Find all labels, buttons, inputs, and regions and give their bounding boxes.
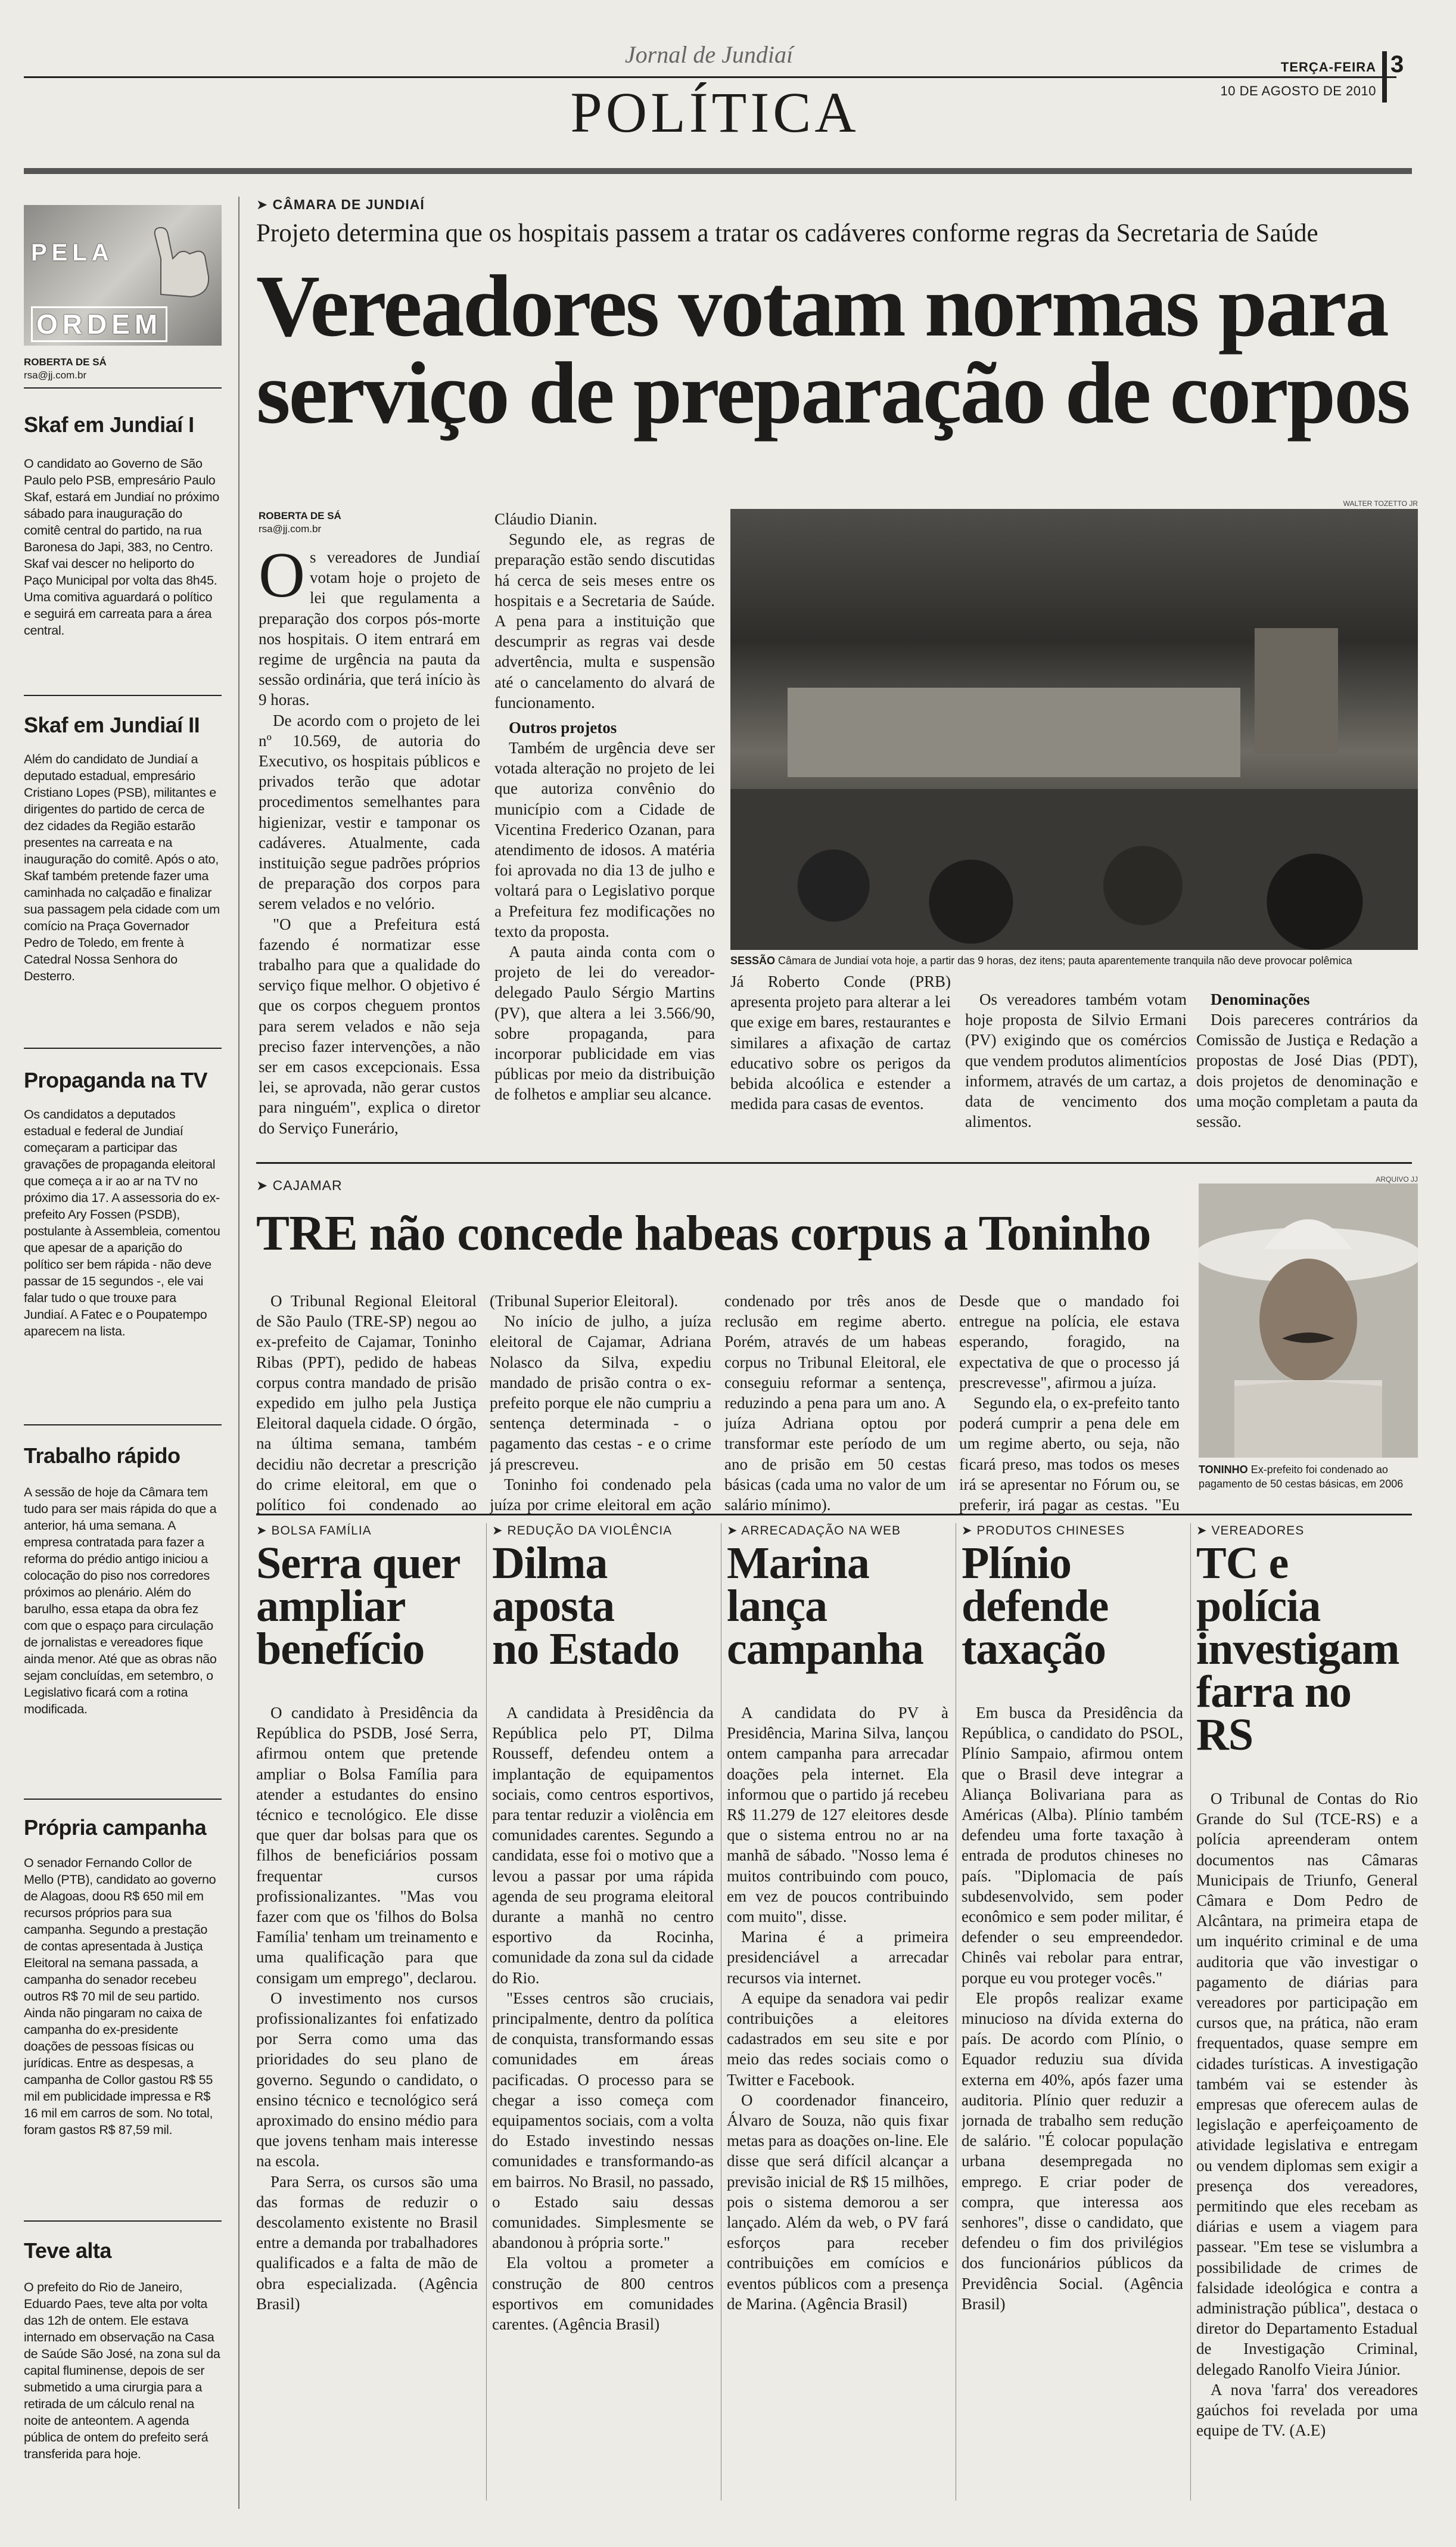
- caption-label: TONINHO: [1199, 1464, 1248, 1476]
- kicker-arrow-icon: ➤: [256, 1524, 272, 1537]
- note-title: Trabalho rápido: [24, 1443, 181, 1468]
- brief-kicker: [727, 1523, 948, 1538]
- kicker-arrow-icon: ➤: [727, 1524, 742, 1537]
- headline-line: Serra quer: [256, 1538, 461, 1588]
- second-paragraph: Desde que o mandado foi entregue na polícia, ele estava esperando, foragido, na expectativa de que o processo já prescrevesse", afirmou a juíza.: [959, 1292, 1180, 1391]
- second-headline: TRE não concede habeas corpus a Toninho: [256, 1206, 1151, 1261]
- note-title: Teve alta: [24, 2238, 111, 2263]
- second-col-2: [490, 1291, 711, 1517]
- brief-headline: [492, 1538, 714, 1674]
- headline-line: aposta: [492, 1581, 615, 1631]
- second-col-4: [959, 1291, 1180, 1517]
- second-story: [256, 1174, 1418, 1514]
- pointing-hand-icon: [137, 217, 214, 300]
- lead-col-4: [965, 989, 1187, 1150]
- column-separator: [238, 197, 239, 2509]
- second-paragraph: No início de julho, a juíza eleitoral de Cajamar, Adriana Nolasco da Silva, expediu mandado de prisão contra o ex-prefeito porque ele não cumpriu a sentença determinada - o pagamento das cestas - e o crime já prescreveu.: [490, 1312, 711, 1473]
- note-title: Skaf em Jundiaí II: [24, 713, 200, 737]
- headline-line: benefício: [256, 1624, 425, 1674]
- photo-crowd: [730, 789, 1418, 950]
- brief-paragraph: A nova 'farra' dos vereadores gaúchos foi revelada por uma equipe de TV. (A.E): [1196, 2380, 1418, 2440]
- brief-paragraph: Ele propôs realizar exame minucioso na dívida externa do país. De acordo com Plínio, o Equador reduziu sua dívida externa em 40%, após fazer uma auditoria. Plínio quer reduzir a jornada de trabalho sem redução de salário. "É colocar população urbana desempregada no emprego. E criar poder de compra, que interessa aos senhores", disse o candidato, que defendeu o fim dos privilégios dos funcionários públicos da Previdência Social. (Agência Brasil): [962, 1989, 1183, 2313]
- lead-photo-credit: WALTER TOZETTO JR: [1343, 499, 1418, 508]
- brief-body: [256, 1703, 478, 2406]
- second-paragraph: Segundo ela, o ex-prefeito tanto poderá cumprir a pena dele em um regime aberto, ou seja, não ficará preso, mas todos os meses irá se apresentar no Fórum ou, se preferir, irá pagar as cestas. "Eu: [959, 1394, 1180, 1514]
- note-title: Skaf em Jundiaí I: [24, 412, 194, 437]
- lead-kicker: [256, 197, 425, 213]
- kicker-text: BOLSA FAMÍLIA: [271, 1524, 372, 1537]
- second-paragraph: (Tribunal Superior Eleitoral).: [490, 1292, 679, 1310]
- lead-paragraph: Dois pareceres contrários da Comissão de Justiça e Redação a propostas de José Dias (PDT), dois projetos de denominação e uma moção completam a pauta da sessão.: [1196, 1011, 1418, 1131]
- headline-line: no Estado: [492, 1624, 680, 1674]
- lead-paragraph: Também de urgência deve ser votada alteração no projeto de lei que autoriza convênio do município com a Cidade de Vicentina Frederico Ozanan, para atendimento de idosos. A matéria foi aprovada no dia 13 de julho e voltará para o Legislativo porque a Prefeitura fez modificações no texto da proposta.: [494, 739, 715, 940]
- lead-col-1: [259, 547, 480, 1143]
- note-text: O prefeito do Rio de Janeiro, Eduardo Paes, teve alta por volta das 12h de ontem. Ele estava internado em observação na Casa de Saúde São José, na zona sul da capital fluminense, depois de ser submetido a uma cirurgia para a retirada de um cálculo renal na noite de anteontem. A agenda pública de ontem do prefeito será transferida para hoje.: [24, 2280, 220, 2461]
- masthead: [0, 0, 1456, 167]
- kicker-arrow-icon: ➤: [962, 1524, 977, 1537]
- kicker-arrow-icon: ➤: [256, 1178, 273, 1193]
- brief-paragraph: A candidata do PV à Presidência, Marina Silva, lançou ontem campanha para arrecadar doações pela internet. Ela informou que o partido já recebeu R$ 11.279 de 127 eleitores desde que o sistema entrou no ar na manhã de sábado. "Nosso lema é muitos contribuindo com pouco, em vez de poucos contribuindo com muito", disse.: [727, 1704, 948, 1926]
- lead-author: ROBERTA DE SÁ: [259, 510, 341, 521]
- kicker-arrow-icon: ➤: [492, 1524, 508, 1537]
- second-paragraph: condenado por três anos de reclusão em regime aberto. Porém, através de um habeas corpus no Tribunal Eleitoral, ele conseguiu reformar a sentença, reduzindo a pena para um ano. A juíza Adriana optou por transformar este período de um ano de prisão em 50 cestas básicas (cada uma no valor de um salário mínimo).: [724, 1292, 946, 1514]
- badge-top: PELA: [31, 240, 114, 266]
- column-pela-ordem: [24, 203, 222, 2527]
- brief-paragraph: Para Serra, os cursos são uma das formas de reduzir o descolamento existente no Brasil entre a demanda por trabalhadores qualificados e a falta de mão de obra especializada. (Agência Brasil): [256, 2172, 478, 2313]
- photo-plenary-table: [788, 688, 1240, 777]
- lead-col-3: [730, 971, 951, 1150]
- brief-paragraph: O candidato à Presidência da República do PSDB, José Serra, afirmou ontem que pretende ampliar o Bolsa Família para atender a estudantes do ensino técnico e tecnológico. Ele disse que quer dar bolsas para que os filhos de beneficiários possam frequentar cursos profissionalizantes. "Mas vou fazer com que os 'filhos do Bolsa Família' tenham um treinamento e uma qualificação para que consigam um emprego", declarou.: [256, 1704, 478, 1987]
- lead-headline-1: Vereadores votam normas para: [256, 257, 1387, 355]
- lead-paragraph: s vereadores de Jundiaí votam hoje o projeto de lei que regulamenta a preparação dos corpos pós-morte nos hospitais. O item entrará em regime de urgência na pauta da sessão ordinária, que terá início às 9 horas.: [259, 548, 480, 709]
- brief-paragraph: Marina é a primeira presidenciável a arrecadar recursos via internet.: [727, 1928, 948, 1987]
- brief: [1196, 1523, 1418, 2512]
- lead-photo: [730, 509, 1418, 950]
- brief-paragraph: O coordenador financeiro, Álvaro de Souza, não quis fixar metas para as doações on-line. Ele disse que será difícil alcançar a previsão inicial de R$ 15 milhões, pois o sistema demorou a ser lançado. Além da web, o PV fará esforços para receber contribuições em comícios e eventos públicos com a presença de Marina. (Agência Brasil): [727, 2091, 948, 2313]
- brief-kicker: [962, 1523, 1183, 1538]
- note-divider: [24, 695, 222, 696]
- kicker-text: CÂMARA DE JUNDIAÍ: [272, 197, 425, 212]
- lead-col-5: [1196, 989, 1418, 1150]
- lead-deck: Projeto determina que os hospitais passem a tratar os cadáveres conforme regras da Secretaria de Saúde: [256, 219, 1318, 247]
- photo-podium: [1255, 628, 1338, 753]
- note-text: Os candidatos a deputados estadual e federal de Jundiaí começaram a participar das gravações de propaganda eleitoral que começa a ir ao ar na TV no próximo dia 17. A assessoria do ex-prefeito Ary Fossen (PSDB), postulante à Assembleia, comentou que apesar de a aparição do político ser bem rápida - não deve passar de 15 segundos -, ele vai falar tudo o que trouxe para Jundiaí. A Fatec e o Poupatempo aparecem na lista.: [24, 1107, 220, 1338]
- lead-paragraph: De acordo com o projeto de lei nº 10.569, de autoria do Executivo, os hospitais públicos e privados terão que adotar procedimentos semelhantes para higienizar, vestir e tamponar os cadáveres. Atualmente, cada instituição segue padrões próprios de preparação dos corpos para serem velados e no velório.: [259, 711, 480, 913]
- headline-line: Dilma: [492, 1538, 608, 1588]
- headline-line: ampliar: [256, 1581, 406, 1631]
- brief-kicker: [1196, 1523, 1418, 1538]
- second-kicker: [256, 1178, 343, 1194]
- badge-bottom: ORDEM: [31, 306, 167, 342]
- section-rule: [256, 1162, 1412, 1164]
- headline-line: farra no RS: [1196, 1667, 1352, 1760]
- note-title: Própria campanha: [24, 1815, 207, 1840]
- weekday: TERÇA-FEIRA: [1280, 60, 1376, 74]
- headline-line: Plínio: [962, 1538, 1072, 1588]
- headline-line: lança: [727, 1581, 827, 1631]
- lead-paragraph: A pauta ainda conta com o projeto de lei do vereador-delegado Paulo Sérgio Martins (PV), que altera a lei 3.566/90, sobre propaganda, para incorporar publicidade em vias públicas por meio da distribuição de folhetos e ampliar seu alcance.: [494, 943, 715, 1104]
- lead-headline-2: serviço de preparação de corpos: [256, 344, 1409, 442]
- brief-paragraph: A equipe da senadora vai pedir contribuições a eleitores cadastrados em seu site e por meio das redes sociais como o Twitter e Facebook.: [727, 1989, 948, 2089]
- brief-separator: [1190, 1523, 1191, 2501]
- second-paragraph: Toninho foi condenado pela juíza por crime eleitoral em ação: [490, 1475, 711, 1514]
- second-col-3: [724, 1291, 946, 1517]
- headline-line: campanha: [727, 1624, 923, 1674]
- lead-subhead: Denominações: [1211, 990, 1310, 1008]
- lead-paragraph: Já Roberto Conde (PRB) apresenta projeto para alterar a lei que exige em bares, restaurantes e similares a afixação de cartaz educativo sobre os perigos da bebida alcoólica e estender a medida para casas de eventos.: [730, 973, 951, 1113]
- brief-paragraph: "Esses centros são cruciais, principalmente, dentro da política de conquista, transformando essas comunidades em áreas pacificadas. O processo para se chegar a isso começa com equipamentos sociais, com a volta do Estado investindo nessas comunidades e transformando-as em bairros. No Brasil, no passado, o Estado saiu dessas comunidades. Simplesmente se abandonou à própria sorte.": [492, 1989, 714, 2252]
- date: 10 DE AGOSTO DE 2010: [1220, 83, 1376, 98]
- briefs-row: [256, 1523, 1418, 2512]
- lead-col-2: [494, 509, 715, 1129]
- lead-paragraph: Cláudio Dianin.: [494, 510, 598, 528]
- headline-line: taxação: [962, 1624, 1106, 1674]
- kicker-arrow-icon: ➤: [1196, 1524, 1212, 1537]
- section-rule: [256, 1514, 1412, 1515]
- brief: [492, 1523, 714, 2512]
- brief-headline: [962, 1538, 1183, 1674]
- brief-headline: [1196, 1538, 1418, 1760]
- lead-caption: [730, 953, 1418, 968]
- column-author: ROBERTA DE SÁ: [24, 356, 107, 368]
- brief-paragraph: O Tribunal de Contas do Rio Grande do Sul (TCE-RS) e a polícia apreenderam ontem documentos nas Câmaras Municipais de Triunfo, General Câmara e Dom Pedro de Alcântara, na primeira etapa de um inquérito criminal e de uma auditoria que vão investigar o pagamento de diárias para vereadores por participação em cursos que, na prática, não eram frequentados, quase sempre em cidades turísticas. A investigação também vai se estender às empresas que oferecem aulas de legislação e aperfeiçoamento de atividade legislativa e entregam ou vendem diplomas sem exigir a presença dos vereadores, permitindo que eles recebam as diárias e usem a viagem para passear. "Em tese se vislumbra a possibilidade de crimes de falsidade ideológica e contra a administração pública", destaca o diretor do Departamento Estadual de Investigação Criminal, delegado Ranolfo Vieira Júnior.: [1196, 1790, 1418, 2378]
- page-number-bar: [1382, 51, 1387, 102]
- brief-separator: [486, 1523, 487, 2501]
- brief-body: [492, 1703, 714, 2406]
- second-photo-credit: ARQUIVO JJ: [1376, 1175, 1418, 1184]
- kicker-text: CAJAMAR: [272, 1178, 343, 1193]
- column-badge: [24, 205, 222, 346]
- brief-body: [962, 1703, 1183, 2406]
- kicker-text: REDUÇÃO DA VIOLÊNCIA: [507, 1524, 673, 1537]
- brief-kicker: [492, 1523, 714, 1538]
- note-text: Além do candidato de Jundiaí a deputado estadual, empresário Cristiano Lopes (PSB), militantes e dirigentes do partido de cerca de dez cidades da Região estarão presentes na carreata e na inauguração do comitê. Após o ato, Skaf também pretende fazer uma caminhada no calçadão e finalizar sua passagem pela cidade com um comício na Praça Governador Pedro de Toledo, em frente à Catedral Nossa Senhora do Desterro.: [24, 752, 220, 983]
- brief: [962, 1523, 1183, 2512]
- section-title: POLÍTICA: [570, 80, 860, 144]
- kicker-text: ARRECADAÇÃO NA WEB: [741, 1524, 901, 1537]
- note-title: Propaganda na TV: [24, 1068, 208, 1092]
- caption-text: Ex-prefeito foi condenado ao pagamento de 50 cestas básicas, em 2006: [1199, 1464, 1404, 1490]
- lead-email: rsa@jj.com.br: [259, 523, 322, 535]
- brief-body: [727, 1703, 948, 2406]
- brief-kicker: [256, 1523, 478, 1538]
- brief-paragraph: O investimento nos cursos profissionalizantes foi enfatizado por Serra como uma das prioridades do seu plano de governo. Segundo o candidato, o ensino técnico e tecnológico será aproximado do ensino médio para que jovens tenham mais interesse na escola.: [256, 1989, 478, 2170]
- masthead-bottom-rule: [24, 168, 1412, 174]
- brief-paragraph: Em busca da Presidência da República, o candidato do PSOL, Plínio Sampaio, afirmou ontem que o Brasil deve integrar a Aliança Bolivariana para as Américas (Alba). Plínio também defendeu uma forte taxação à entrada de produtos chineses no país. "Diplomacia de país subdesenvolvido, sem poder econômico e sem poder militar, é defender o seu empreendedor. Chinês vai rebolar para entrar, porque eu vou proteger vocês.": [962, 1704, 1183, 1987]
- brief-body: [1196, 1788, 1418, 2492]
- note-divider: [24, 1424, 222, 1425]
- page-number: 3: [1390, 51, 1404, 77]
- caption-text: Câmara de Jundiaí vota hoje, a partir das 9 horas, dez itens; pauta aparentemente tranquila não deve provocar polêmica: [778, 955, 1352, 967]
- cowboy-portrait-icon: [1199, 1184, 1418, 1458]
- dropcap: O: [259, 547, 305, 611]
- column-email: rsa@jj.com.br: [24, 369, 87, 381]
- lead-subhead: Outros projetos: [509, 719, 617, 737]
- kicker-text: VEREADORES: [1211, 1524, 1305, 1537]
- brief-headline: [256, 1538, 478, 1674]
- second-col-1: [256, 1291, 477, 1517]
- note-text: A sessão de hoje da Câmara tem tudo para ser mais rápida do que a anterior, há uma semana. A empresa contratada para fazer a reforma do prédio antigo iniciou a colocação do piso nos corredores próximos ao plenário. Além do barulho, essa etapa da obra fez com que o espaço para circulação de jornalistas e vereadores fique ainda menor. Até que as obras não sejam concluídas, em setembro, o Legislativo ficará com a rotina modificada.: [24, 1485, 217, 1716]
- portrait-photo: [1199, 1184, 1418, 1458]
- caption-label: SESSÃO: [730, 955, 776, 967]
- note-divider: [24, 1799, 222, 1800]
- note-text: O candidato ao Governo de São Paulo pelo PSB, empresário Paulo Skaf, estará em Jundiaí no próximo sábado para inauguração do comitê central do partido, na rua Baronesa do Japi, 383, no Centro. Skaf vai descer no heliporto do Paço Municipal por volta das 8h45. Uma comitiva aguardará o político e seguirá em carreata para a área central.: [24, 456, 219, 638]
- lead-story: [256, 197, 1418, 1156]
- kicker-arrow-icon: ➤: [256, 197, 273, 212]
- headline-line: investigam: [1196, 1624, 1399, 1674]
- brief-paragraph: Ela voltou a prometer a construção de 800 centros esportivos em comunidades carentes. (Agência Brasil): [492, 2254, 714, 2334]
- masthead-rule: [24, 76, 1396, 78]
- second-caption: [1199, 1462, 1418, 1491]
- brief-headline: [727, 1538, 948, 1674]
- paper-name: Jornal de Jundiaí: [624, 41, 794, 68]
- column-rule: [24, 387, 222, 389]
- headline-line: Marina: [727, 1538, 869, 1588]
- note-divider: [24, 1048, 222, 1049]
- lead-paragraph: Segundo ele, as regras de preparação estão sendo discutidas há cerca de seis meses entre os hospitais e a Secretaria de Saúde. A pena para a instituição que descumprir as regras vai desde advertência, multa e suspensão até o cancelamento do alvará de funcionamento.: [494, 530, 715, 712]
- headline-line: defende: [962, 1581, 1109, 1631]
- lead-paragraph: Os vereadores também votam hoje proposta de Silvio Ermani (PV) exigindo que os comércios que vendem produtos alimentícios informem, através de um cartaz, a data de vencimento dos alimentos.: [965, 990, 1187, 1131]
- note-divider: [24, 2220, 222, 2222]
- lead-paragraph: "O que a Prefeitura está fazendo é normatizar esse trabalho para que a qualidade do serviço fique melhor. O objetivo é que os corpos cheguem prontos para serem velados e não seja preciso fazer intervenções, a não ser em casos excepcionais. Essa lei, se aprovada, não gerar custos para ninguém", explica o diretor do Serviço Funerário,: [259, 915, 480, 1137]
- brief: [256, 1523, 478, 2512]
- note-text: O senador Fernando Collor de Mello (PTB), candidato ao governo de Alagoas, doou R$ 650 mil em recursos próprios para sua campanha. Segundo a prestação de contas apresentada à Justiça Eleitoral na semana passada, a campanha do senador recebeu outros R$ 70 mil de seu partido. Ainda não pingaram no caixa de campanha do ex-presidente doações de pessoas físicas ou jurídicas. Entre as despesas, a campanha de Collor gastou R$ 55 mil em publicidade impressa e R$ 16 mil em carros de som. No total, foram gastos R$ 87,59 mil.: [24, 1856, 216, 2137]
- brief-paragraph: A candidata à Presidência da República pelo PT, Dilma Rousseff, defendeu ontem a implantação de equipamentos sociais, como centros esportivos, para tentar reduzir a violência em comunidades carentes. Segundo a candidata, esse foi o motivo que a levou a passar por uma rápida agenda de seu programa eleitoral durante a manhã no centro esportivo da Rocinha, comunidade da zona sul da cidade do Rio.: [492, 1704, 714, 1987]
- headline-line: TC e polícia: [1196, 1538, 1321, 1631]
- second-paragraph: O Tribunal Regional Eleitoral de São Paulo (TRE-SP) negou ao ex-prefeito de Cajamar, Toninho Ribas (PPT), pedido de habeas corpus contra mandado de prisão expedido em julho pela Justiça Eleitoral daquela cidade. O órgão, na última semana, também decidiu não decretar a prescrição do crime eleitoral, em que o político foi condenado ao: [256, 1292, 477, 1514]
- kicker-text: PRODUTOS CHINESES: [976, 1524, 1125, 1537]
- brief: [727, 1523, 948, 2512]
